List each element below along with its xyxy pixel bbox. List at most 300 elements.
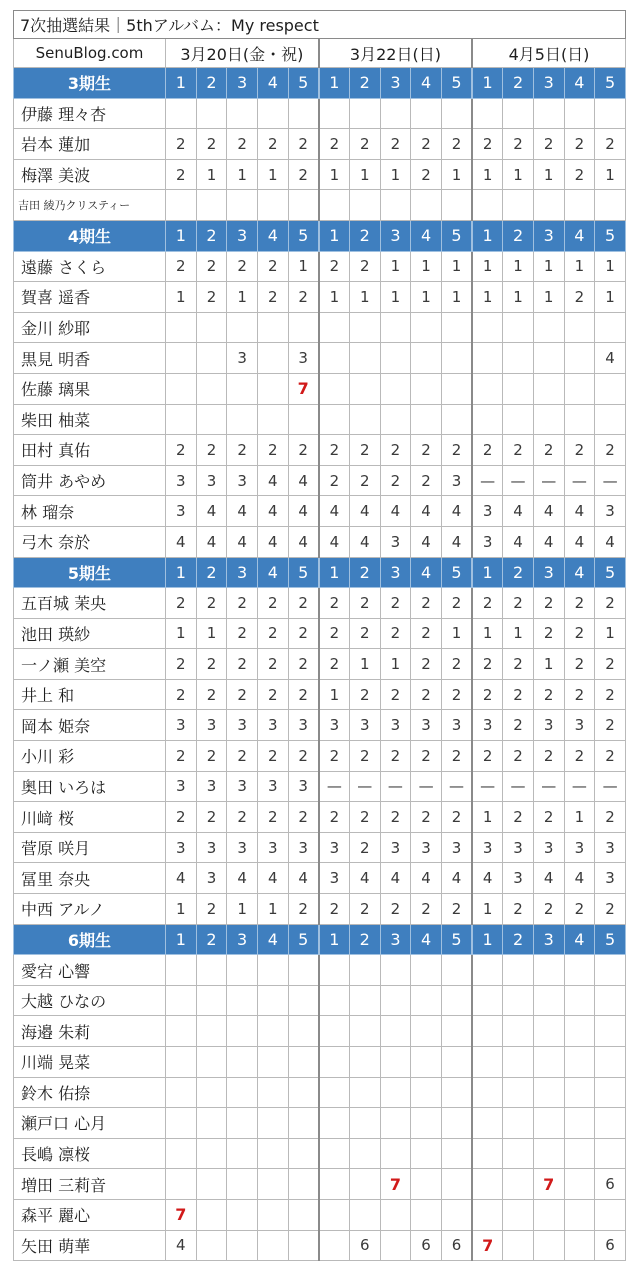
result-cell (257, 312, 288, 343)
result-cell (595, 404, 626, 435)
result-cell: 2 (319, 649, 350, 680)
part-number: 2 (503, 220, 534, 251)
part-number: 1 (166, 68, 197, 99)
result-cell: 4 (380, 863, 411, 894)
result-cell: 2 (319, 465, 350, 496)
result-cell (472, 985, 503, 1016)
member-name: 瀬戸口 心月 (14, 1108, 166, 1139)
result-cell: 2 (349, 588, 380, 619)
result-cell: 3 (380, 710, 411, 741)
member-name: 海邉 朱莉 (14, 1016, 166, 1047)
result-cell: 2 (349, 741, 380, 772)
result-cell: — (533, 465, 564, 496)
result-cell: 2 (564, 679, 595, 710)
result-cell (288, 1199, 319, 1230)
result-cell: 4 (411, 863, 442, 894)
result-cell (196, 343, 227, 374)
result-cell: 1 (472, 282, 503, 313)
result-cell (533, 343, 564, 374)
result-cell: 2 (257, 435, 288, 466)
result-cell: 1 (441, 159, 472, 190)
result-cell (196, 1138, 227, 1169)
member-row (14, 863, 626, 894)
part-number: 2 (349, 557, 380, 588)
member-name: 弓木 奈於 (14, 526, 166, 557)
result-cell: 4 (503, 496, 534, 527)
result-cell: 2 (441, 894, 472, 925)
result-cell (472, 1108, 503, 1139)
result-cell: 4 (257, 465, 288, 496)
result-cell (503, 1199, 534, 1230)
generation-header-row (14, 557, 626, 588)
result-cell: 2 (257, 618, 288, 649)
result-cell (595, 98, 626, 129)
result-cell: 2 (441, 129, 472, 160)
part-number: 1 (472, 68, 503, 99)
result-cell: 3 (441, 710, 472, 741)
result-cell: 2 (533, 894, 564, 925)
result-cell (196, 1047, 227, 1078)
result-cell (349, 955, 380, 986)
result-cell (533, 404, 564, 435)
result-cell (411, 404, 442, 435)
result-cell: 2 (441, 679, 472, 710)
result-cell (533, 955, 564, 986)
result-cell: 3 (349, 710, 380, 741)
result-cell: 2 (441, 741, 472, 772)
result-cell (227, 190, 258, 221)
result-cell: 2 (595, 894, 626, 925)
result-cell: 1 (533, 251, 564, 282)
part-number: 5 (441, 557, 472, 588)
part-number: 3 (533, 220, 564, 251)
result-cell: 1 (411, 282, 442, 313)
member-row (14, 618, 626, 649)
result-cell: 3 (472, 710, 503, 741)
result-cell: 4 (380, 496, 411, 527)
result-cell (380, 404, 411, 435)
result-cell (533, 373, 564, 404)
result-cell (411, 1016, 442, 1047)
date-header-2: 3月22日(日) (319, 39, 472, 68)
result-cell: 1 (472, 802, 503, 833)
result-cell: 2 (196, 588, 227, 619)
result-cell: 2 (196, 679, 227, 710)
result-cell (503, 1047, 534, 1078)
result-cell (257, 1230, 288, 1261)
result-cell: 4 (411, 526, 442, 557)
result-cell: 2 (533, 435, 564, 466)
result-cell: 1 (166, 618, 197, 649)
result-cell: 2 (503, 588, 534, 619)
result-cell: — (595, 465, 626, 496)
member-name: 森平 麗心 (14, 1199, 166, 1230)
result-cell (411, 312, 442, 343)
result-cell: 1 (441, 282, 472, 313)
member-row (14, 496, 626, 527)
result-cell: 1 (319, 159, 350, 190)
result-cell: 2 (564, 282, 595, 313)
result-cell: 2 (503, 679, 534, 710)
result-cell (196, 985, 227, 1016)
result-cell: 4 (257, 526, 288, 557)
result-cell: 2 (349, 679, 380, 710)
result-cell (564, 190, 595, 221)
result-cell (166, 1016, 197, 1047)
result-cell: 3 (196, 863, 227, 894)
result-cell: 4 (533, 496, 564, 527)
generation-label: 4期生 (14, 220, 166, 251)
result-cell: 3 (503, 832, 534, 863)
result-cell: 1 (257, 159, 288, 190)
result-cell: 2 (349, 832, 380, 863)
result-cell (319, 1108, 350, 1139)
member-name: 奥田 いろは (14, 771, 166, 802)
result-cell: 3 (380, 832, 411, 863)
result-cell: 1 (196, 618, 227, 649)
result-cell: 2 (533, 741, 564, 772)
result-cell: 2 (411, 465, 442, 496)
result-cell (349, 1077, 380, 1108)
result-cell: 1 (319, 282, 350, 313)
result-cell (288, 190, 319, 221)
result-cell (227, 1199, 258, 1230)
result-cell (257, 985, 288, 1016)
result-cell: 4 (166, 1230, 197, 1261)
result-cell: 2 (380, 465, 411, 496)
result-cell: 3 (441, 465, 472, 496)
result-cell: 2 (196, 435, 227, 466)
result-cell (257, 404, 288, 435)
generation-label: 3期生 (14, 68, 166, 99)
part-number: 5 (595, 68, 626, 99)
result-cell (288, 1108, 319, 1139)
result-cell (595, 1077, 626, 1108)
result-cell: 4 (288, 526, 319, 557)
result-cell: 2 (380, 435, 411, 466)
result-cell: 3 (288, 771, 319, 802)
result-cell: 1 (288, 251, 319, 282)
member-name: 金川 紗耶 (14, 312, 166, 343)
member-row (14, 679, 626, 710)
result-cell (380, 312, 411, 343)
sheet-title: 7次抽選結果｜5thアルバム：My respect (14, 11, 626, 39)
result-cell: 4 (533, 863, 564, 894)
part-number: 2 (503, 557, 534, 588)
result-cell: 4 (564, 526, 595, 557)
result-cell (196, 1016, 227, 1047)
member-row (14, 1108, 626, 1139)
result-cell (319, 955, 350, 986)
result-cell: 1 (595, 282, 626, 313)
member-row (14, 771, 626, 802)
result-cell (349, 1047, 380, 1078)
member-row (14, 435, 626, 466)
result-cell: — (441, 771, 472, 802)
result-cell (533, 985, 564, 1016)
result-cell (564, 373, 595, 404)
result-cell (288, 985, 319, 1016)
result-cell: — (319, 771, 350, 802)
result-cell (380, 1016, 411, 1047)
result-cell (349, 343, 380, 374)
result-cell: 3 (595, 832, 626, 863)
result-cell (533, 190, 564, 221)
result-cell (288, 1077, 319, 1108)
result-cell: 2 (380, 679, 411, 710)
result-cell: 4 (196, 496, 227, 527)
result-cell: 4 (441, 526, 472, 557)
part-number: 1 (472, 220, 503, 251)
result-cell (166, 312, 197, 343)
result-cell: 2 (288, 741, 319, 772)
result-cell: — (472, 465, 503, 496)
result-cell (380, 1047, 411, 1078)
result-cell (257, 98, 288, 129)
result-cell (472, 955, 503, 986)
result-cell (227, 955, 258, 986)
result-cell: 1 (257, 894, 288, 925)
result-cell: 2 (503, 435, 534, 466)
result-cell (196, 955, 227, 986)
result-cell: 2 (166, 679, 197, 710)
result-cell (564, 985, 595, 1016)
result-cell (349, 404, 380, 435)
result-cell: 7 (288, 373, 319, 404)
result-cell (257, 1047, 288, 1078)
result-cell (227, 98, 258, 129)
result-cell: 3 (441, 832, 472, 863)
result-cell: — (564, 771, 595, 802)
result-cell: 3 (533, 832, 564, 863)
result-cell: 4 (319, 526, 350, 557)
result-cell (564, 1138, 595, 1169)
result-cell: 4 (227, 526, 258, 557)
result-cell (227, 1047, 258, 1078)
result-cell (472, 404, 503, 435)
result-cell: 4 (503, 526, 534, 557)
result-cell: 2 (564, 894, 595, 925)
result-cell: 2 (411, 129, 442, 160)
lottery-results-sheet (13, 10, 625, 1261)
part-number: 1 (166, 220, 197, 251)
result-cell: 2 (472, 435, 503, 466)
result-cell: 1 (227, 159, 258, 190)
member-name: 岩本 蓮加 (14, 129, 166, 160)
result-cell: 1 (472, 251, 503, 282)
member-row (14, 159, 626, 190)
member-row (14, 251, 626, 282)
result-cell: 4 (533, 526, 564, 557)
result-cell: 3 (472, 526, 503, 557)
member-row (14, 710, 626, 741)
result-cell (533, 1047, 564, 1078)
result-cell (227, 1016, 258, 1047)
result-cell (319, 1230, 350, 1261)
part-number: 5 (288, 220, 319, 251)
result-cell (349, 1016, 380, 1047)
member-name: 大越 ひなの (14, 985, 166, 1016)
result-cell (533, 1077, 564, 1108)
result-cell: 1 (380, 282, 411, 313)
result-cell: 2 (349, 894, 380, 925)
result-cell: 4 (166, 526, 197, 557)
result-cell (564, 343, 595, 374)
result-cell (380, 1138, 411, 1169)
part-number: 4 (411, 924, 442, 955)
result-cell (595, 1199, 626, 1230)
result-cell (411, 1047, 442, 1078)
member-row (14, 649, 626, 680)
result-cell (166, 404, 197, 435)
member-name: 黒見 明香 (14, 343, 166, 374)
result-cell: 2 (472, 129, 503, 160)
result-cell: 1 (595, 251, 626, 282)
result-cell: 2 (411, 649, 442, 680)
result-cell: 3 (166, 496, 197, 527)
result-cell: 2 (472, 649, 503, 680)
result-cell (380, 955, 411, 986)
result-cell: 2 (166, 159, 197, 190)
result-cell (472, 1016, 503, 1047)
member-name: 田村 真佑 (14, 435, 166, 466)
part-number: 3 (227, 924, 258, 955)
result-cell: 2 (595, 649, 626, 680)
part-number: 5 (441, 68, 472, 99)
result-cell (166, 1169, 197, 1200)
member-name: 井上 和 (14, 679, 166, 710)
result-cell (196, 1077, 227, 1108)
result-cell: 3 (319, 832, 350, 863)
generation-header-row (14, 220, 626, 251)
result-cell: 1 (472, 618, 503, 649)
part-number: 3 (227, 557, 258, 588)
result-cell: 2 (319, 435, 350, 466)
result-cell (288, 1138, 319, 1169)
result-cell: 2 (288, 435, 319, 466)
result-cell (166, 190, 197, 221)
date-header-3: 4月5日(日) (472, 39, 625, 68)
result-cell (319, 1047, 350, 1078)
result-cell: 3 (166, 710, 197, 741)
result-cell: 2 (441, 649, 472, 680)
result-cell (564, 1199, 595, 1230)
result-cell: 3 (166, 832, 197, 863)
member-name: 筒井 あやめ (14, 465, 166, 496)
member-name: 増田 三莉音 (14, 1169, 166, 1200)
result-cell (319, 98, 350, 129)
result-cell (319, 1138, 350, 1169)
result-cell: 3 (227, 832, 258, 863)
result-cell: 1 (595, 159, 626, 190)
result-cell: 3 (227, 465, 258, 496)
member-name: 五百城 茉央 (14, 588, 166, 619)
result-cell: 2 (166, 802, 197, 833)
result-cell (349, 1199, 380, 1230)
result-cell (288, 955, 319, 986)
result-cell: 6 (411, 1230, 442, 1261)
result-cell (227, 985, 258, 1016)
result-cell: 3 (319, 710, 350, 741)
result-cell (441, 1077, 472, 1108)
result-cell: 2 (411, 894, 442, 925)
result-cell: 6 (595, 1230, 626, 1261)
member-name: 岡本 姫奈 (14, 710, 166, 741)
part-number: 1 (319, 557, 350, 588)
part-number: 3 (533, 68, 564, 99)
result-cell: 4 (166, 863, 197, 894)
part-number: 2 (349, 68, 380, 99)
member-row (14, 312, 626, 343)
result-cell (564, 1047, 595, 1078)
result-cell: 2 (257, 588, 288, 619)
result-cell (196, 373, 227, 404)
result-cell: 2 (595, 435, 626, 466)
result-cell (411, 373, 442, 404)
result-cell (503, 1077, 534, 1108)
member-name: 川﨑 桜 (14, 802, 166, 833)
result-cell (380, 373, 411, 404)
result-cell (595, 955, 626, 986)
result-cell: 3 (533, 710, 564, 741)
result-cell: 2 (503, 802, 534, 833)
part-number: 4 (411, 557, 442, 588)
result-cell: 2 (319, 894, 350, 925)
result-cell (472, 98, 503, 129)
result-cell: 2 (503, 710, 534, 741)
result-cell: 2 (227, 802, 258, 833)
part-number: 3 (380, 924, 411, 955)
result-cell: 4 (349, 863, 380, 894)
result-cell (533, 98, 564, 129)
part-number: 4 (564, 220, 595, 251)
generation-label: 5期生 (14, 557, 166, 588)
result-cell: 4 (411, 496, 442, 527)
result-cell (380, 1199, 411, 1230)
site-label: SenuBlog.com (14, 39, 166, 68)
result-cell (196, 1199, 227, 1230)
result-cell: 4 (257, 496, 288, 527)
member-name: 吉田 綾乃クリスティー (14, 190, 166, 221)
result-cell (472, 1047, 503, 1078)
result-cell (349, 190, 380, 221)
result-cell (441, 985, 472, 1016)
result-cell: 1 (503, 282, 534, 313)
part-number: 1 (166, 557, 197, 588)
result-cell (472, 312, 503, 343)
result-cell: 3 (380, 526, 411, 557)
part-number: 3 (533, 924, 564, 955)
result-cell: 2 (595, 802, 626, 833)
result-cell: 1 (166, 282, 197, 313)
part-number: 3 (380, 68, 411, 99)
result-cell (441, 955, 472, 986)
result-cell: 2 (380, 618, 411, 649)
result-cell: — (411, 771, 442, 802)
member-row (14, 894, 626, 925)
result-cell (564, 955, 595, 986)
result-cell: 2 (319, 741, 350, 772)
result-cell (196, 312, 227, 343)
result-cell: 2 (319, 802, 350, 833)
result-cell: 2 (441, 588, 472, 619)
result-cell: 1 (380, 649, 411, 680)
result-cell (441, 312, 472, 343)
result-cell (564, 98, 595, 129)
result-cell (503, 1108, 534, 1139)
result-cell (288, 1016, 319, 1047)
result-cell: 1 (564, 802, 595, 833)
